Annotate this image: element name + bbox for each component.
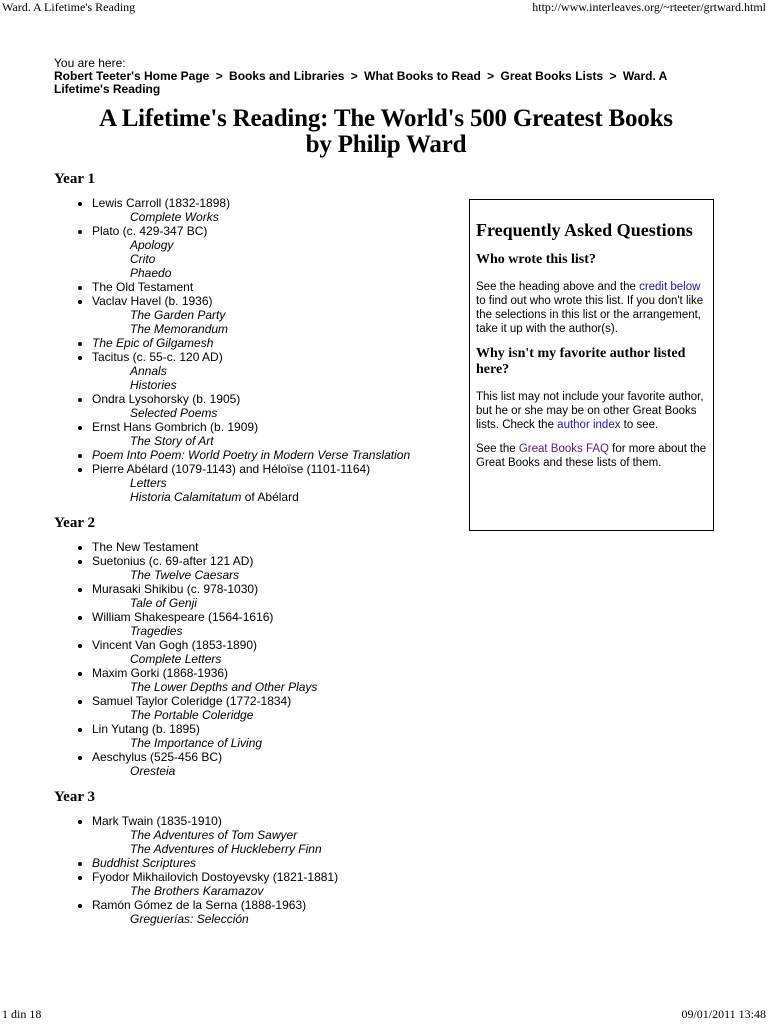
breadcrumb-books-and-libraries[interactable]: Books and Libraries xyxy=(229,69,345,83)
work-title: The Story of Art xyxy=(130,434,214,448)
faq-answer-text: See the xyxy=(476,443,519,455)
work-title: Historia Calamitatum xyxy=(130,490,242,504)
author-name: Vincent Van Gogh (1853-1890) xyxy=(92,638,258,652)
work-title: Tale of Genji xyxy=(130,596,197,610)
author-name: The New Testament xyxy=(92,540,199,554)
author-index-link[interactable]: author index xyxy=(557,419,621,431)
breadcrumb-separator: > xyxy=(215,69,223,83)
work-title: The Garden Party xyxy=(130,308,226,322)
work-title: Histories xyxy=(130,378,177,392)
author-name: Mark Twain (1835-1910) xyxy=(92,814,222,828)
book-entry xyxy=(92,540,718,554)
book-entry xyxy=(92,694,718,722)
page-title xyxy=(54,106,718,158)
author-name: Vaclav Havel (b. 1936) xyxy=(92,294,213,308)
work-title: The Memorandum xyxy=(130,322,229,336)
author-name: William Shakespeare (1564-1616) xyxy=(92,610,274,624)
print-footer-page-count: 1 din 18 xyxy=(2,1007,42,1021)
author-name: Murasaki Shikibu (c. 978-1030) xyxy=(92,582,259,596)
book-entry xyxy=(92,750,718,778)
breadcrumb-separator: > xyxy=(350,69,358,83)
print-header xyxy=(0,0,768,16)
year-heading: Year 1 xyxy=(54,171,95,187)
book-list xyxy=(54,814,718,926)
faq-box xyxy=(469,199,714,531)
author-name: Samuel Taylor Coleridge (1772-1834) xyxy=(92,694,292,708)
faq-answer-text: to find out who wrote this list. If you don't like the selections in this list or the arrangement, take it up with the author(s). xyxy=(476,295,704,335)
print-footer xyxy=(0,1007,768,1023)
breadcrumb-current-page: Ward. A Lifetime's Reading xyxy=(54,69,667,96)
faq-answer-text: See the heading above and the xyxy=(476,281,640,293)
book-entry xyxy=(92,898,718,926)
work-title: Selected Poems xyxy=(130,406,218,420)
great-books-faq-link[interactable]: Great Books FAQ xyxy=(518,443,609,455)
book-entry xyxy=(92,554,718,582)
year-heading: Year 2 xyxy=(54,515,95,531)
author-name: Ondra Lysohorsky (b. 1905) xyxy=(92,392,241,406)
book-entry xyxy=(92,722,718,750)
work-title: The Brothers Karamazov xyxy=(130,884,264,898)
author-name: Lewis Carroll (1832-1898) xyxy=(92,196,231,210)
breadcrumb-separator: > xyxy=(487,69,495,83)
print-header-url: http://www.interleaves.org/~rteeter/grtward.html xyxy=(532,0,766,14)
book-entry xyxy=(92,870,718,898)
author-name: The Old Testament xyxy=(92,280,194,294)
breadcrumb-home[interactable]: Robert Teeter's Home Page xyxy=(54,69,210,83)
work-title: Greguerías: Selección xyxy=(130,912,249,926)
faq-answer-who-wrote xyxy=(476,280,707,336)
you-are-here-label: You are here: xyxy=(54,56,126,70)
author-name: Fyodor Mikhailovich Dostoyevsky (1821-1881) xyxy=(92,870,339,884)
author-name: Plato (c. 429-347 BC) xyxy=(92,224,208,238)
faq-answer-favorite-author xyxy=(476,390,707,432)
breadcrumb-what-books-to-read[interactable]: What Books to Read xyxy=(364,69,481,83)
work-title: The Lower Depths and Other Plays xyxy=(130,680,318,694)
book-entry xyxy=(92,582,718,610)
faq-answer-text: This list may not include your favorite author, but he or she may be on other Great Books lists. Check the xyxy=(476,391,704,431)
book-title: The Epic of Gilgamesh xyxy=(92,336,214,350)
work-title: The Twelve Caesars xyxy=(130,568,240,582)
credit-link[interactable]: credit below xyxy=(639,281,701,293)
author-name: Suetonius (c. 69-after 121 AD) xyxy=(92,554,254,568)
book-title: Poem Into Poem: World Poetry in Modern Verse Translation xyxy=(92,448,411,462)
breadcrumb-separator: > xyxy=(609,69,617,83)
faq-question-who-wrote: Who wrote this list? xyxy=(476,252,596,267)
work-title: The Adventures of Tom Sawyer xyxy=(130,828,298,842)
work-title: Crito xyxy=(130,252,156,266)
work-title: The Adventures of Huckleberry Finn xyxy=(130,842,322,856)
page-title-byline: by Philip Ward xyxy=(305,131,467,158)
print-footer-timestamp: 09/01/2011 13:48 xyxy=(681,1007,766,1021)
work-title: Complete Works xyxy=(130,210,219,224)
author-name: Pierre Abélard (1079-1143) and Héloïse (1101-1164) xyxy=(92,462,371,476)
print-header-title: Ward. A Lifetime's Reading xyxy=(2,0,136,14)
book-title: Buddhist Scriptures xyxy=(92,856,197,870)
work-suffix: of Abélard xyxy=(241,490,299,504)
faq-answer-text: for more about the Great Books and these lists of them. xyxy=(476,443,707,469)
book-entry xyxy=(92,856,718,870)
work-title: The Portable Coleridge xyxy=(130,708,254,722)
work-title: Letters xyxy=(130,476,167,490)
author-name: Ramón Gómez de la Serna (1888-1963) xyxy=(92,898,307,912)
year-heading: Year 3 xyxy=(54,789,95,805)
book-entry xyxy=(92,610,718,638)
book-entry xyxy=(92,814,718,856)
page-title-main: A Lifetime's Reading: The World's 500 Greatest Books xyxy=(99,105,673,132)
work-title: The Importance of Living xyxy=(130,736,263,750)
faq-more-info xyxy=(476,442,707,470)
author-name: Tacitus (c. 55-c. 120 AD) xyxy=(92,350,223,364)
author-name: Ernst Hans Gombrich (b. 1909) xyxy=(92,420,259,434)
work-title: Complete Letters xyxy=(130,652,222,666)
author-name: Aeschylus (525-456 BC) xyxy=(92,750,223,764)
breadcrumb-great-books-lists[interactable]: Great Books Lists xyxy=(500,69,604,83)
work-title: Annals xyxy=(130,364,167,378)
work-title: Phaedo xyxy=(130,266,172,280)
book-entry xyxy=(92,638,718,666)
breadcrumb xyxy=(54,70,718,96)
book-entry xyxy=(92,666,718,694)
book-list xyxy=(54,540,718,778)
work-title: Tragedies xyxy=(130,624,183,638)
faq-title: Frequently Asked Questions xyxy=(476,220,693,240)
faq-answer-text: to see. xyxy=(620,419,659,431)
faq-question-favorite-author: Why isn't my favorite author listed here? xyxy=(476,346,686,377)
work-title: Oresteia xyxy=(130,764,176,778)
author-name: Maxim Gorki (1868-1936) xyxy=(92,666,229,680)
author-name: Lin Yutang (b. 1895) xyxy=(92,722,200,736)
work-title: Apology xyxy=(130,238,174,252)
